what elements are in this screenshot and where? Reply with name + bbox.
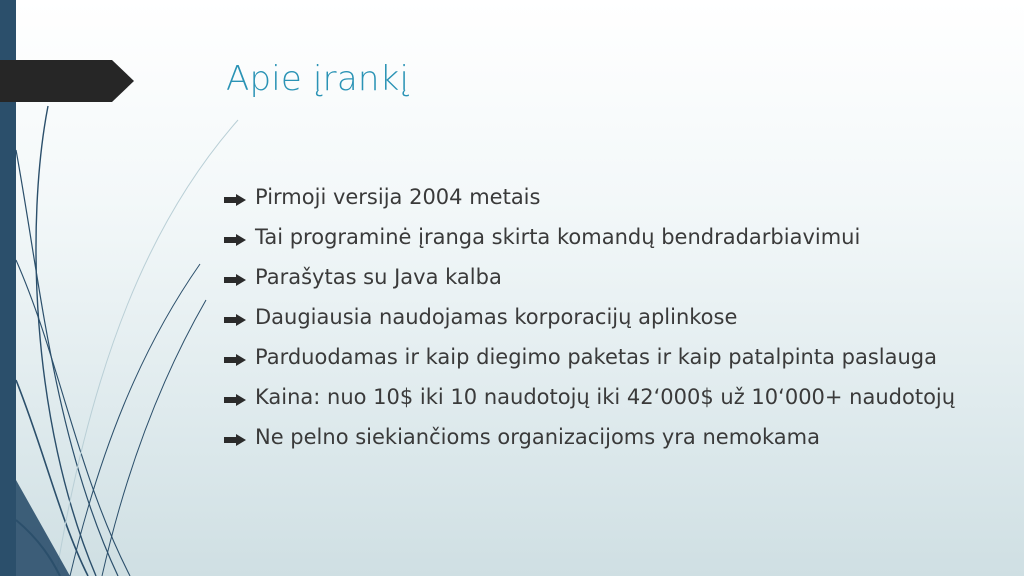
list-item [224, 302, 984, 332]
list-item [224, 182, 984, 212]
list-item-text: Parašytas su Java kalba [255, 265, 502, 289]
list-item-text: Daugiausia naudojamas korporacijų aplinkose [255, 305, 738, 329]
list-item [224, 342, 984, 372]
list-item-text: Parduodamas ir kaip diegimo paketas ir kaip patalpinta paslauga [255, 345, 937, 369]
content-area [224, 182, 984, 462]
title-marker-tab [0, 60, 134, 102]
bullet-list [224, 182, 984, 452]
arrow-right-icon [224, 394, 246, 406]
arrow-right-icon [224, 194, 246, 206]
arrow-right-icon [224, 434, 246, 446]
list-item [224, 222, 984, 252]
arrow-right-icon [224, 234, 246, 246]
list-item-text: Ne pelno siekiančioms organizacijoms yra nemokama [255, 425, 821, 449]
arrow-right-icon [224, 314, 246, 326]
list-item-text: Pirmoji versija 2004 metais [255, 185, 541, 209]
list-item-text: Tai programinė įranga skirta komandų bendradarbiavimui [255, 225, 861, 249]
arrow-right-icon [224, 274, 246, 286]
arrow-right-icon [224, 354, 246, 366]
list-item-text: Kaina: nuo 10$ iki 10 naudotojų iki 42‘000$ už 10‘000+ naudotojų [255, 385, 956, 409]
list-item [224, 422, 984, 452]
list-item [224, 382, 984, 412]
list-item [224, 262, 984, 292]
slide-title: Apie įrankį [226, 59, 410, 99]
